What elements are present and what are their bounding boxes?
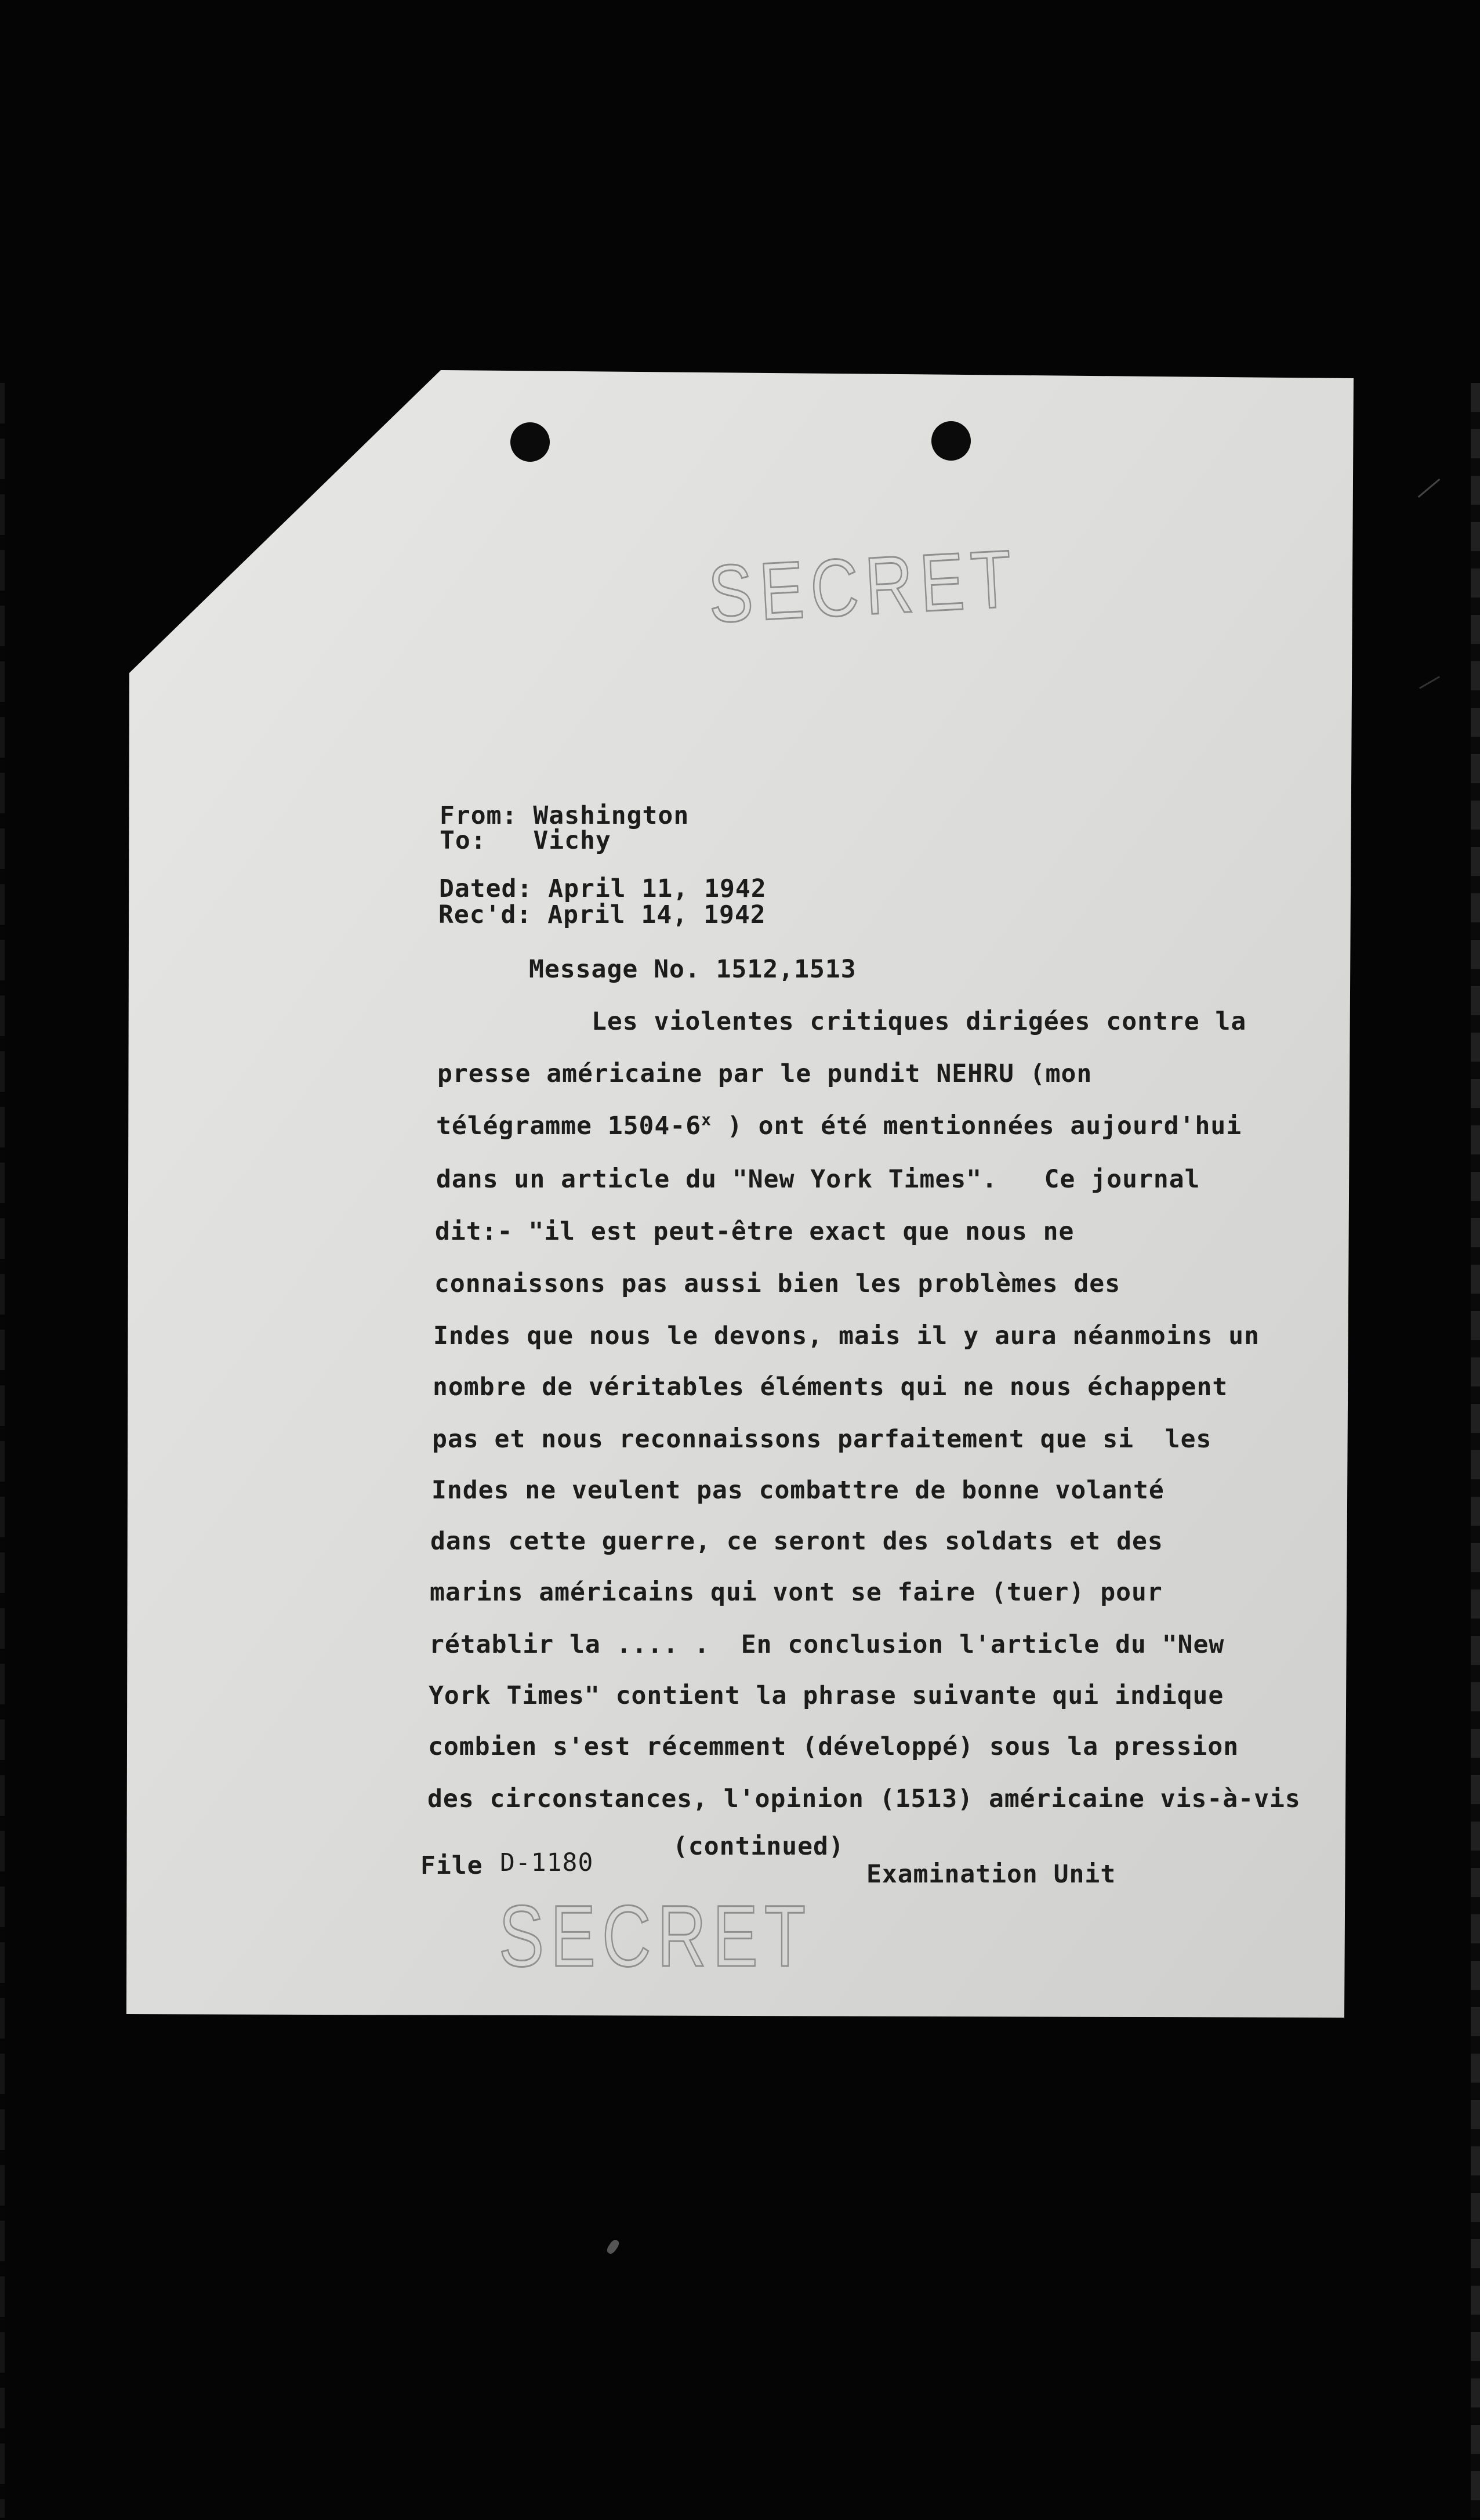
body-line: dans cette guerre, ce seront des soldats et des [430, 1527, 1163, 1556]
file-label: File [420, 1851, 483, 1880]
body-line: connaissons pas aussi bien les problèmes des [434, 1269, 1121, 1298]
continued-note: (continued) [673, 1832, 844, 1861]
examination-unit: Examination Unit [866, 1860, 1116, 1889]
body-line: combien s'est récemment (développé) sous la pression [428, 1732, 1239, 1761]
body-line: York Times" contient la phrase suivante qui indique [429, 1681, 1224, 1710]
body-line: presse américaine par le pundit NEHRU (mon [437, 1059, 1093, 1088]
secret-stamp-top: SECRET [706, 533, 1021, 640]
body-line: dans un article du "New York Times". Ce journal [436, 1165, 1200, 1194]
body-line: marins américains qui vont se faire (tuer) pour [430, 1578, 1163, 1607]
body-line: nombre de véritables éléments qui ne nous échappent [433, 1373, 1228, 1402]
body-line: dit:- "il est peut-être exact que nous ne [435, 1217, 1075, 1246]
body-line-part: télégramme 1504-6 [436, 1111, 702, 1140]
body-line-part: ) ont été mentionnées aujourd'hui [711, 1111, 1242, 1140]
received-line: Rec'd: April 14, 1942 [438, 900, 766, 929]
secret-stamp-bottom: SECRET [499, 1887, 812, 1985]
body-line: Les violentes critiques dirigées contre la [592, 1007, 1247, 1036]
punch-hole [931, 421, 971, 461]
to-line: To: Vichy [440, 826, 611, 855]
dated-line: Dated: April 11, 1942 [439, 874, 767, 903]
body-line: rétablir la .... . En conclusion l'article du "New [429, 1630, 1225, 1659]
body-line [436, 1110, 1242, 1140]
superscript-mark: x [701, 1110, 712, 1129]
file-number: D-1180 [500, 1848, 594, 1877]
punch-hole [510, 422, 550, 462]
from-line: From: Washington [440, 801, 690, 830]
body-line: Indes que nous le devons, mais il y aura néanmoins un [433, 1321, 1260, 1350]
body-line: pas et nous reconnaissons parfaitement que si les [432, 1425, 1212, 1454]
message-number: Message No. 1512,1513 [529, 955, 857, 984]
body-line: Indes ne veulent pas combattre de bonne volanté [431, 1476, 1165, 1505]
body-line: des circonstances, l'opinion (1513) américaine vis-à-vis [427, 1784, 1301, 1813]
